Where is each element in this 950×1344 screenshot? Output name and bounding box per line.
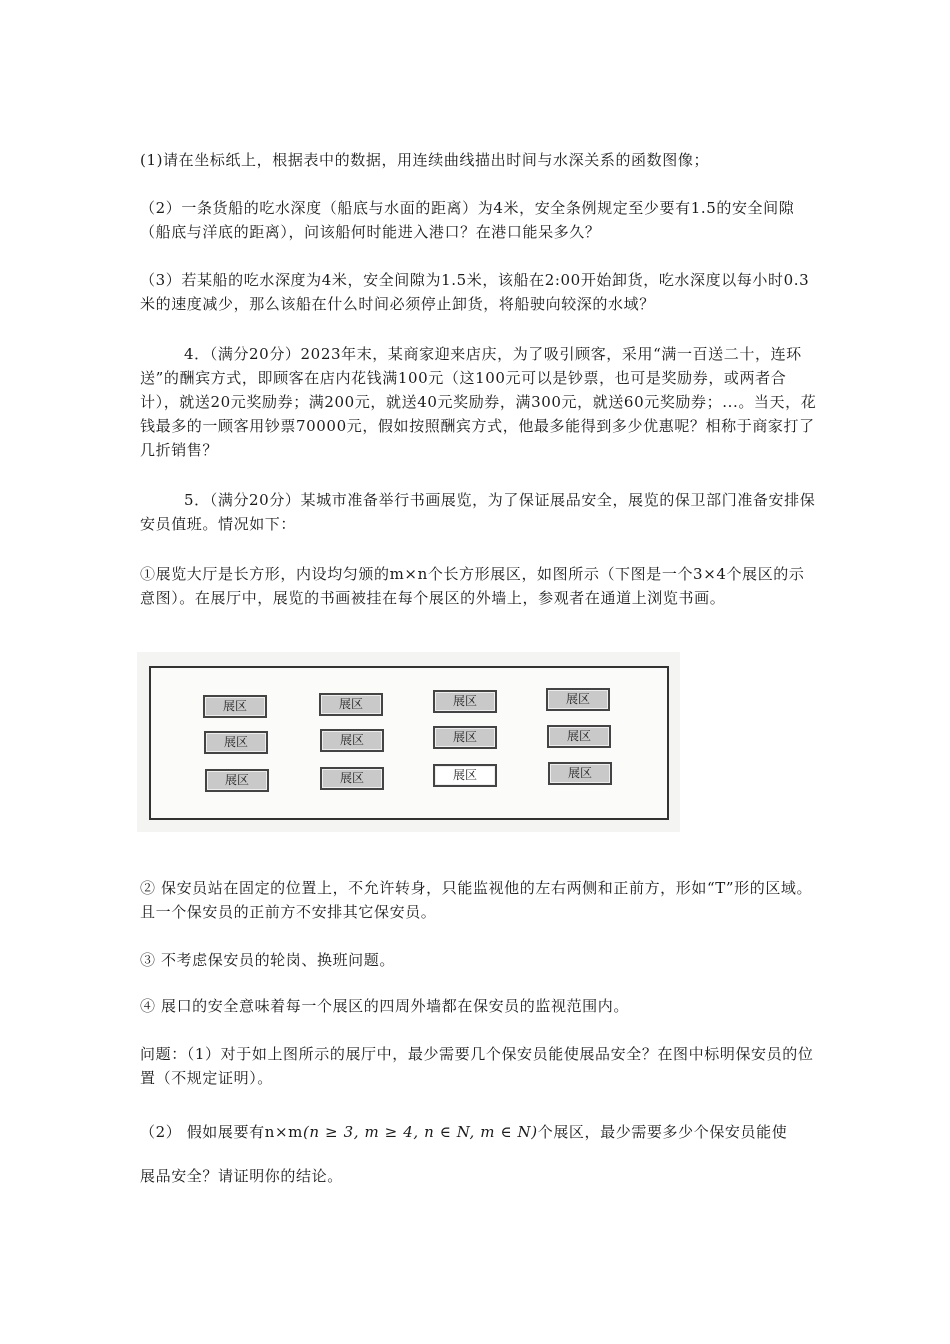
exhibit-zone: 展区 <box>548 762 612 785</box>
q5-question-1: 问题：（1）对于如上图所示的展厅中，最少需要几个保安员能使展品安全？在图中标明保安员的位置（不规定证明）。 <box>140 1045 814 1087</box>
hall-outline <box>149 666 669 820</box>
q5-intro: 5．（满分20分）某城市准备举行书画展览，为了保证展品安全，展览的保卫部门准备安排保安员值班。情况如下： <box>140 491 816 533</box>
q5-question-2 <box>140 1120 820 1144</box>
exhibit-zone: 展区 <box>319 693 383 716</box>
exhibit-zone: 展区 <box>320 729 384 752</box>
q5-question-2-suffix: 个展区，最少需要多少个保安员能使 <box>537 1123 788 1141</box>
q3-part2: （2）一条货船的吃水深度（船底与水面的距离）为4米，安全条例规定至少要有1.5的安全间隙（船底与洋底的距离），问该船何时能进入港口？在港口能呆多久？ <box>140 199 795 241</box>
exhibit-zone: 展区 <box>204 731 268 754</box>
q5-condition-2: ② 保安员站在固定的位置上，不允许转身，只能监视他的左右两侧和正前方，形如“T”形的区域。且一个保安员的正前方不安排其它保安员。 <box>140 879 813 921</box>
exhibit-zone: 展区 <box>433 764 497 787</box>
q4-text: 4．（满分20分）2023年末，某商家迎来店庆，为了吸引顾客，采用“满一百送二十，连环送”的酬宾方式，即顾客在店内花钱满100元（这100元可以是钞票，也可是奖励券，或两者合计），就送20元奖励券；满200元，就送40元奖励券，满300元，就送60元奖励券；...。当天，花钱最多的一顾客用钞票70000元，假如按照酬宾方式，他最多能得到多少优惠呢？相称于商家打了几折销售？ <box>140 345 817 459</box>
exhibit-zone: 展区 <box>546 688 610 711</box>
exhibit-zone: 展区 <box>205 769 269 792</box>
q3-part3: （3）若某船的吃水深度为4米，安全间隙为1.5米，该船在2:00开始卸货，吃水深度以每小时0.3米的速度减少，那么该船在什么时间必须停止卸货，将船驶向较深的水域？ <box>140 271 810 313</box>
q5-question-2-formula: (n ≥ 3, m ≥ 4, n ∈ N, m ∈ N) <box>302 1123 538 1141</box>
q5-condition-3: ③ 不考虑保安员的轮岗、换班问题。 <box>140 951 395 969</box>
exhibition-hall-diagram <box>137 652 680 832</box>
q5-question-2-line2: 展品安全？请证明你的结论。 <box>140 1167 343 1185</box>
exhibit-zone: 展区 <box>433 690 497 713</box>
exhibit-zone: 展区 <box>433 726 497 749</box>
q5-condition-1: ①展览大厅是长方形，内设均匀颁的m×n个长方形展区，如图所示（下图是一个3×4个展区的示意图）。在展厅中，展览的书画被挂在每个展区的外墙上，参观者在通道上浏览书画。 <box>140 565 805 607</box>
exhibit-zone: 展区 <box>547 725 611 748</box>
q5-condition-4: ④ 展口的安全意味着每一个展区的四周外墙都在保安员的监视范围内。 <box>140 997 629 1015</box>
q3-part1: (1)请在坐标纸上，根据表中的数据，用连续曲线描出时间与水深关系的函数图像； <box>140 151 710 169</box>
q5-question-2-prefix: （2） 假如展要有n×m <box>140 1123 303 1141</box>
exhibit-zone: 展区 <box>203 695 267 718</box>
exhibit-zone: 展区 <box>320 767 384 790</box>
